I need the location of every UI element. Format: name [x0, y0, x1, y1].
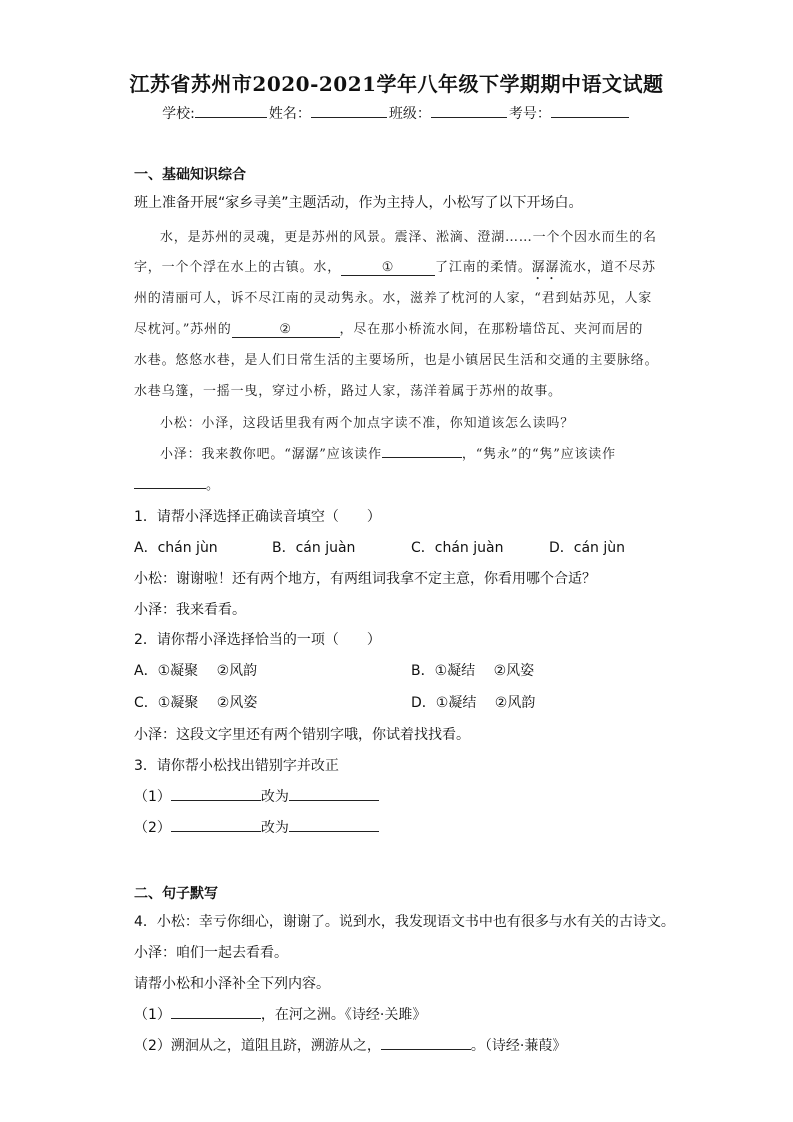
section-2-heading: 二、句子默写 — [134, 886, 218, 902]
q3-item-1 — [134, 786, 379, 806]
blank-2[interactable]: ② — [232, 322, 340, 338]
q2-option-b[interactable]: B．①凝结 ②风姿 — [411, 663, 535, 679]
poem-blank-1[interactable] — [171, 1004, 261, 1019]
poem-line-1-text: ，在河之洲。《诗经·关雎》 — [260, 1007, 427, 1023]
number-blank[interactable] — [551, 103, 629, 118]
dialog-line-3 — [134, 474, 220, 493]
section-2-talk-2: 请帮小松和小泽补全下列内容。 — [134, 976, 330, 992]
passage-line-3: 州的清丽可人，诉不尽江南的灵动隽永。水，滋养了枕河的人家，“君到姑苏见，人家 — [134, 291, 653, 306]
number-label: 考号： — [508, 106, 551, 122]
q3-item-1-wrong-blank[interactable] — [171, 786, 261, 801]
passage-line-6: 水巷乌篷，一摇一曳，穿过小桥，路过人家，荡洋着属于苏州的故事。 — [134, 384, 562, 399]
poem-line-1 — [134, 1004, 426, 1024]
school-blank[interactable] — [195, 103, 267, 118]
poem-line-2-text: （2）溯洄从之，道阻且跻，溯游从之， — [134, 1038, 381, 1054]
pinyin-blank-2[interactable] — [134, 474, 206, 489]
dialog-2-mid: ，“隽永”的“隽”应该读作 — [461, 447, 616, 462]
q3-item-1-number: （1） — [134, 789, 171, 805]
question-4-stem: 4．小松：幸亏你细心，谢谢了。说到水，我发现语文书中也有很多与水有关的古诗文。 — [134, 914, 675, 930]
dialog-2-start: 小泽：我来教你吧。“潺潺”应该读作 — [160, 447, 382, 462]
poem-line-2 — [134, 1035, 566, 1055]
page-title: 江苏省苏州市2020-2021学年八年级下学期期中语文试题 — [129, 72, 664, 96]
q3-item-2-number: （2） — [134, 820, 171, 836]
passage-line-5: 水巷。悠悠水巷，是人们日常生活的主要场所，也是小镇居民生活和交通的主要脉络。 — [134, 353, 659, 368]
dialog-line-2 — [160, 443, 616, 462]
dialog-line-1: 小松：小泽，这段话里我有两个加点字读不准，你知道该怎么读吗？ — [160, 416, 575, 431]
passage-line-4 — [134, 318, 643, 338]
q3-item-1-change-label: 改为 — [260, 789, 289, 805]
student-info-line — [0, 103, 793, 123]
passage-line-4-start: 尽枕河。”苏州的 — [134, 322, 232, 337]
class-blank[interactable] — [431, 103, 507, 118]
q3-item-2 — [134, 817, 379, 837]
q1-option-a[interactable]: A．chán jùn — [134, 540, 218, 556]
school-label: 学校: — [162, 106, 195, 122]
q3-item-2-wrong-blank[interactable] — [171, 817, 261, 832]
name-label: 姓名： — [268, 106, 311, 122]
q3-item-2-change-label: 改为 — [260, 820, 289, 836]
q1-option-c[interactable]: C．chán juàn — [411, 540, 504, 556]
name-blank[interactable] — [311, 103, 387, 118]
passage-line-2-mid: 了江南的柔情。 — [435, 260, 532, 275]
section-1-intro: 班上准备开展“家乡寻美”主题活动，作为主持人，小松写了以下开场白。 — [134, 195, 583, 211]
q2-option-c[interactable]: C．①凝聚 ②风姿 — [134, 695, 258, 711]
question-2-stem: 2．请你帮小泽选择恰当的一项（ ） — [134, 632, 381, 648]
q1-option-b[interactable]: B．cán juàn — [272, 540, 356, 556]
q1-option-d[interactable]: D．cán jùn — [549, 540, 626, 556]
talk-line-2: 小泽：我来看看。 — [134, 602, 246, 618]
blank-1[interactable]: ① — [341, 260, 435, 276]
dialog-3-end: 。 — [206, 478, 220, 493]
q2-option-a[interactable]: A．①凝聚 ②风韵 — [134, 663, 258, 679]
section-2-talk-1: 小泽：咱们一起去看看。 — [134, 945, 288, 961]
pinyin-blank-1[interactable] — [382, 443, 462, 458]
q3-item-2-right-blank[interactable] — [289, 817, 379, 832]
passage-line-2 — [134, 256, 656, 283]
poem-line-1-number: （1） — [134, 1007, 171, 1023]
dotted-word-chanchan: 潺潺 — [531, 260, 560, 275]
passage-line-2-start: 字，一个个浮在水上的古镇。水， — [134, 260, 342, 275]
q2-option-d[interactable]: D．①凝结 ②风韵 — [411, 695, 536, 711]
talk2-line-1: 小泽：这段文字里还有两个错别字哦，你试着找找看。 — [134, 727, 470, 743]
talk-line-1: 小松：谢谢啦！还有两个地方，有两组词我拿不定主意，你看用哪个合适？ — [134, 571, 596, 587]
passage-line-4-end: ，尽在那小桥流水间，在那粉墙岱瓦、夹河而居的 — [339, 322, 644, 337]
passage-line-1: 水，是苏州的灵魂，更是苏州的风景。震泽、淞滴、澄湖……一个个因水而生的名 — [160, 230, 657, 245]
q3-item-1-right-blank[interactable] — [289, 786, 379, 801]
question-3-stem: 3．请你帮小松找出错别字并改正 — [134, 758, 339, 774]
passage-line-2-end: 流水，道不尽苏 — [559, 260, 656, 275]
class-label: 班级： — [388, 106, 431, 122]
poem-blank-2[interactable] — [381, 1035, 471, 1050]
question-1-stem: 1．请帮小泽选择正确读音填空（ ） — [134, 509, 381, 525]
poem-line-2-source: 。（诗经·蒹葭》 — [470, 1038, 567, 1054]
section-1-heading: 一、基础知识综合 — [134, 167, 246, 183]
